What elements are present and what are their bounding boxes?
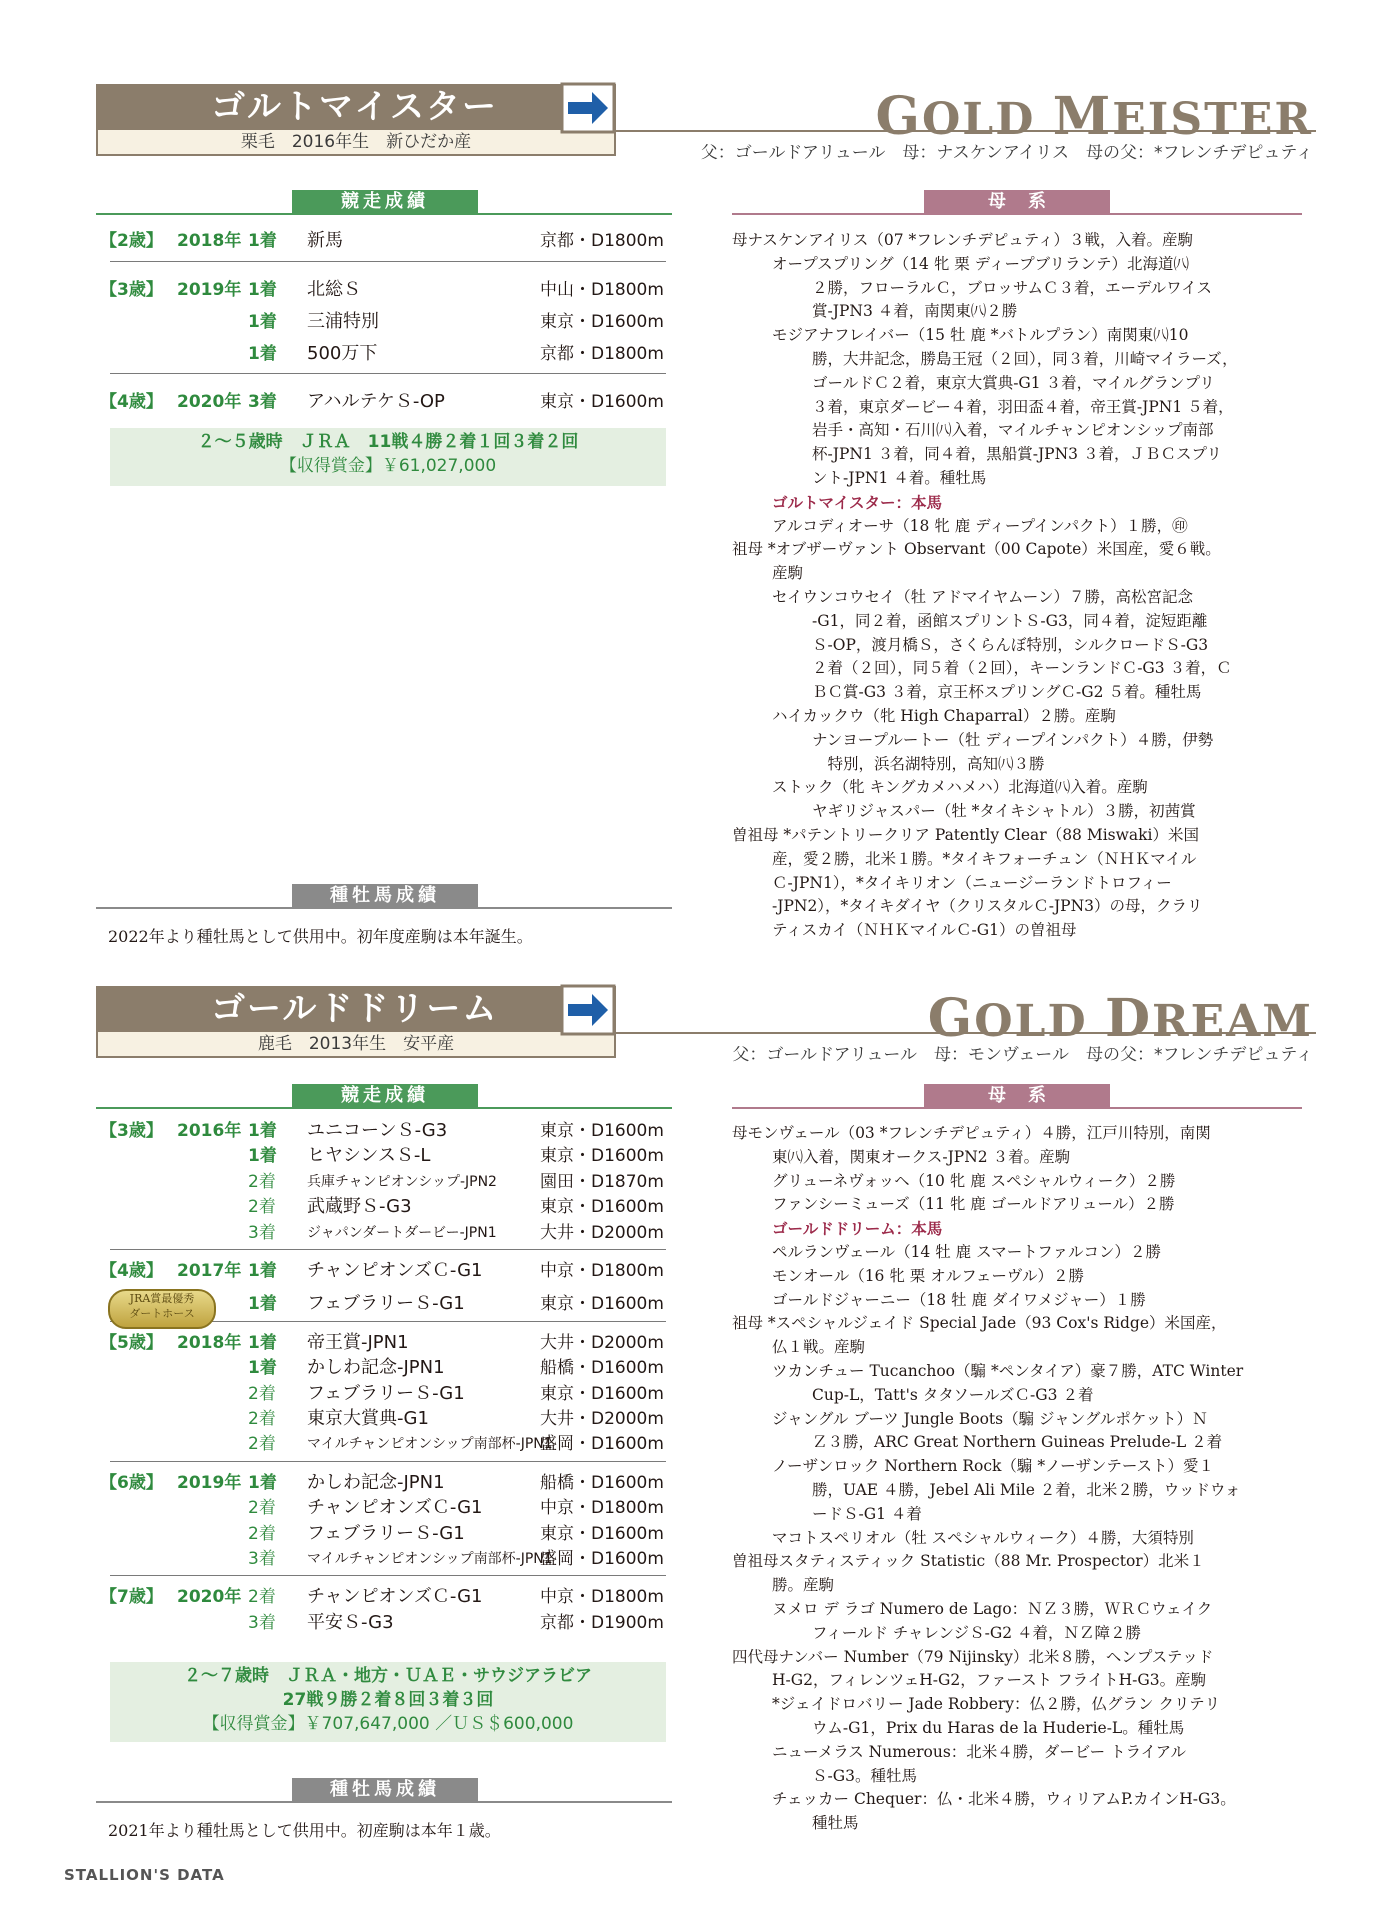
race-row: 【4歳】 2017年 1着 チャンピオンズＣ-G1 中京・D1800m: [100, 1260, 664, 1281]
race-row: 3着 平安Ｓ-G3 京都・D1900m: [248, 1611, 664, 1633]
family-line: ２着（２回），同５着（２回），キーンランドＣ-G3 ３着，Ｃ: [812, 659, 1232, 678]
race-row: 2着 フェブラリーＳ-G1 東京・D1600m: [248, 1382, 664, 1404]
family-line: Cup-L，Tatt's タタソールズＣ-G3 ２着: [812, 1385, 1094, 1404]
family-line: 種牡馬: [812, 1814, 859, 1833]
family-line: 東㈧入着，関東オークス-JPN2 ３着。産駒: [772, 1147, 1071, 1166]
award-badge: JRA賞最優秀 ダートホース: [108, 1289, 216, 1329]
family-line: Ｓ-OP，渡月橋Ｓ，さくらんぼ特別，シルクロードＳ-G3: [812, 635, 1209, 654]
race-row: 【5歳】 2018年 1着 帝王賞-JPN1 大井・D2000m: [100, 1331, 664, 1353]
footer-label: STALLION'S DATA: [64, 1866, 225, 1884]
self-entry: ゴールドドリーム：本馬: [772, 1219, 943, 1239]
race-row: 2着 チャンピオンズＣ-G1 中京・D1800m: [248, 1497, 664, 1519]
race-row: 1着 フェブラリーＳ-G1 東京・D1600m: [248, 1293, 664, 1315]
family-line: フィールド チャレンジＳ-G2 ４着，ＮＺ障２勝: [812, 1623, 1142, 1642]
horse-info: 鹿毛 2013年生 安平産: [96, 1032, 616, 1058]
race-record-label: 競走成績: [292, 190, 478, 214]
family-line: 四代母ナンバー Number（79 Nijinsky）北米８勝，ヘンプステッド: [732, 1647, 1214, 1666]
family-line: ニューメラス Numerous：北米４勝，ダービー トライアル: [772, 1742, 1187, 1761]
race-row: 1着 三浦特別 東京・D1600m: [248, 311, 664, 332]
horse-name-ja: ゴルトマイスター: [96, 84, 616, 130]
race-row: 2着 マイルチャンピオンシップ南部杯-JPN1 盛岡・D1600m: [248, 1434, 664, 1455]
family-line: ティスカイ（ＮＨＫマイルＣ-G1）の曽祖母: [772, 921, 1077, 940]
horse-pedigree: 父：ゴールドアリュール 母：モンヴェール 母の父：*フレンチデピュティ: [732, 1045, 1313, 1065]
race-record-label: 競走成績: [292, 1084, 478, 1108]
family-line: ノーザンロック Northern Rock（騸 *ノーザンテースト）愛１: [772, 1457, 1215, 1476]
family-line: -G1，同２着，函館スプリントＳ-G3，同４着，淀短距離: [812, 611, 1208, 630]
family-text: [732, 229, 1292, 943]
race-row: 1着 ヒヤシンスＳ-L 東京・D1600m: [248, 1145, 664, 1167]
race-row: 1着 かしわ記念-JPN1 船橋・D1600m: [248, 1357, 664, 1379]
family-line: オープスプリング（14 牝 栗 ディープブリランテ）北海道㈧: [772, 254, 1190, 273]
maternal-label: 母系: [924, 190, 1110, 214]
race-row: 【6歳】 2019年 1着 かしわ記念-JPN1 船橋・D1600m: [100, 1471, 664, 1493]
family-line: 産，愛２勝，北米１勝。*タイキフォーチュン（ＮＨＫマイル: [772, 849, 1197, 868]
family-line: *ジェイドロバリー Jade Robbery：仏２勝，仏グラン クリテリ: [772, 1695, 1221, 1714]
family-line: ヤギリジャスパー（牡 *タイキシャトル）３勝，初茜賞: [812, 802, 1196, 821]
family-line: モンオール（16 牝 栗 オルフェーヴル）２勝: [772, 1266, 1084, 1285]
family-line: ジャングル ブーツ Jungle Boots（騸 ジャングルポケット）Ｎ: [772, 1409, 1208, 1428]
family-line: 産駒: [772, 564, 804, 583]
family-line: H-G2，フィレンツェH-G2，ファースト フライトH-G3。産駒: [772, 1671, 1207, 1690]
family-line: ペルランヴェール（14 牡 鹿 スマートファルコン）２勝: [772, 1242, 1161, 1261]
horse-name-ja: ゴールドドリーム: [96, 986, 616, 1032]
family-line: ヌメロ デ ラゴ Numero de Lago：ＮＺ３勝，ＷＲＣウェイク: [772, 1599, 1213, 1618]
race-row: 2着 兵庫チャンピオンシップ-JPN2 園田・D1870m: [248, 1171, 664, 1192]
race-row: 1着 500万下 京都・D1800m: [248, 343, 664, 364]
group-rule: [110, 1575, 666, 1576]
family-line: ツカンチュー Tucanchoo（騸 *ペンタイア）豪７勝，ATC Winter: [772, 1361, 1244, 1380]
family-line: セイウンコウセイ（牡 アドマイヤムーン）７勝，高松宮記念: [772, 587, 1193, 606]
stud-record-label: 種牡馬成績: [292, 884, 478, 908]
stud-record-rule: [96, 907, 672, 909]
horse-name-en: GOLD DREAM: [927, 988, 1313, 1049]
race-row: 【3歳】 2019年 1着 北総Ｓ 中山・D1800m: [100, 279, 664, 300]
stud-record-rule: [96, 1801, 672, 1803]
race-row: 【7歳】 2020年 2着 チャンピオンズＣ-G1 中京・D1800m: [100, 1586, 664, 1608]
stud-note: 2022年より種牡馬として供用中。初年度産駒は本年誕生。: [108, 927, 533, 946]
race-record-rule: [96, 213, 672, 215]
race-row: 2着 武蔵野Ｓ-G3 東京・D1600m: [248, 1196, 664, 1218]
family-line: 勝。産駒: [772, 1576, 835, 1595]
family-line: ファンシーミューズ（11 牝 鹿 ゴールドアリュール）２勝: [772, 1195, 1175, 1214]
family-text: [732, 1122, 1292, 1836]
family-line: ＢＣ賞-G3 ３着，京王杯スプリングＣ-G2 ５着。種牡馬: [812, 683, 1202, 702]
family-line: ナンヨープルートー（牡 ディープインパクト）４勝，伊勢: [812, 730, 1214, 749]
family-line: 岩手・高知・石川㈧入着，マイルチャンピオンシップ南部: [812, 421, 1214, 440]
family-line: 祖母 *スペシャルジェイド Special Jade（93 Cox's Ridge）米国産，: [732, 1314, 1227, 1333]
family-line: ゴールドジャーニー（18 牡 鹿 ダイワメジャー）１勝: [772, 1290, 1146, 1309]
arrow-icon: [560, 984, 616, 1036]
group-rule: [110, 1461, 666, 1462]
family-line: 仏１戦。産駒: [772, 1338, 866, 1357]
family-line: 祖母 *オブザーヴァント Observant（00 Capote）米国産，愛６戦。: [732, 540, 1221, 559]
family-line: -JPN2），*タイキダイヤ（クリスタルＣ-JPN3）の母，クラリ: [772, 897, 1203, 916]
horse-pedigree: 父：ゴールドアリュール 母：ナスケンアイリス 母の父：*フレンチデピュティ: [700, 143, 1313, 163]
maternal-rule: [732, 1107, 1302, 1109]
family-line: ３着，東京ダービー４着，羽田盃４着，帝王賞-JPN1 ５着，: [812, 397, 1234, 416]
family-line: ハイカックウ（牝 High Chaparral）２勝。産駒: [772, 706, 1116, 725]
horse-info: 栗毛 2016年生 新ひだか産: [96, 130, 616, 156]
race-row: 2着 フェブラリーＳ-G1 東京・D1600m: [248, 1522, 664, 1544]
family-line: チェッカー Chequer：仏・北米４勝，ウィリアムP.カインH-G3。: [772, 1790, 1236, 1809]
race-row: 3着 マイルチャンピオンシップ南部杯-JPN1 盛岡・D1600m: [248, 1549, 664, 1569]
family-line: 特別，浜名湖特別，高知㈧３勝: [812, 754, 1045, 773]
race-record-rule: [96, 1107, 672, 1109]
career-summary: ２～７歳時 ＪＲＡ・地方・ＵＡＥ・サウジアラビア 27戦９勝２着８回３着３回 【収得賞金】￥707,647,000 ／ＵＳ＄600,000: [110, 1662, 666, 1742]
family-line: ストック（牝 キングカメハメハ）北海道㈧入着。産駒: [772, 778, 1148, 797]
family-line: 勝，大井記念，勝島王冠（２回），同３着，川崎マイラーズ，: [812, 349, 1238, 368]
arrow-icon: [560, 82, 616, 134]
family-line: 杯-JPN1 ３着，同４着，黒船賞-JPN3 ３着，ＪＢＣスプリ: [812, 445, 1222, 464]
family-line: Ｚ３勝，ARC Great Northern Guineas Prelude-L ２着: [812, 1433, 1223, 1452]
family-line: 勝，UAE ４勝，Jebel Ali Mile ２着，北米２勝，ウッドウォ: [812, 1480, 1241, 1499]
maternal-rule: [732, 213, 1302, 215]
family-line: Ｓ-G3。種牡馬: [812, 1766, 917, 1785]
family-line: 曽祖母 *パテントリークリア Patently Clear（88 Miswaki）米国: [732, 825, 1199, 844]
family-line: ゴールドＣ２着，東京大賞典-G1 ３着，マイルグランプリ: [812, 373, 1215, 392]
family-line: 母ナスケンアイリス（07 *フレンチデピュティ）３戦，入着。産駒: [732, 231, 1194, 249]
family-line: ント-JPN1 ４着。種牡馬: [812, 468, 987, 487]
family-line: モジアナフレイバー（15 牡 鹿 *バトルプラン）南関東㈧10: [772, 326, 1189, 345]
family-line: アルコディオーサ（18 牝 鹿 ディープインパクト）１勝，㊞: [772, 516, 1188, 535]
maternal-label: 母系: [924, 1084, 1110, 1108]
family-line: 賞-JPN3 ４着，南関東㈧２勝: [812, 302, 1018, 321]
stud-note: 2021年より種牡馬として供用中。初産駒は本年１歳。: [108, 1821, 501, 1840]
career-summary: ２～５歳時 ＪＲＡ 11戦４勝２着１回３着２回 【収得賞金】￥61,027,000: [110, 428, 666, 486]
horse-name-en: GOLD MEISTER: [875, 86, 1313, 147]
stud-record-label: 種牡馬成績: [292, 1778, 478, 1802]
family-line: 曽祖母スタティスティック Statistic（88 Mr. Prospector）北米１: [732, 1552, 1205, 1571]
race-row: 2着 東京大賞典-G1 大井・D2000m: [248, 1408, 664, 1429]
race-row: 【2歳】 2018年 1着 新馬 京都・D1800m: [100, 230, 664, 251]
race-row: 【4歳】 2020年 3着 アハルテケＳ-OP 東京・D1600m: [100, 391, 664, 412]
race-row: 【3歳】 2016年 1着 ユニコーンＳ-G3 東京・D1600m: [100, 1120, 664, 1141]
family-line: ードＳ-G1 ４着: [812, 1504, 922, 1523]
family-line: ２勝，フローラルＣ，ブロッサムＣ３着，エーデルワイス: [812, 278, 1213, 297]
family-line: グリューネヴォッヘ（10 牝 鹿 スペシャルウィーク）２勝: [772, 1171, 1176, 1190]
group-rule: [110, 1249, 666, 1250]
race-row: 3着 ジャパンダートダービー-JPN1 大井・D2000m: [248, 1222, 664, 1243]
self-entry: ゴルトマイスター：本馬: [772, 492, 943, 512]
family-line: Ｃ-JPN1），*タイキリオン（ニュージーランドトロフィー: [772, 873, 1172, 892]
family-line: 母モンヴェール（03 *フレンチデピュティ）４勝，江戸川特別，南関: [732, 1124, 1211, 1142]
family-line: マコトスペリオル（牡 スペシャルウィーク）４勝，大須特別: [772, 1528, 1194, 1547]
family-line: ウム-G1，Prix du Haras de la Huderie-L。種牡馬: [812, 1718, 1185, 1737]
